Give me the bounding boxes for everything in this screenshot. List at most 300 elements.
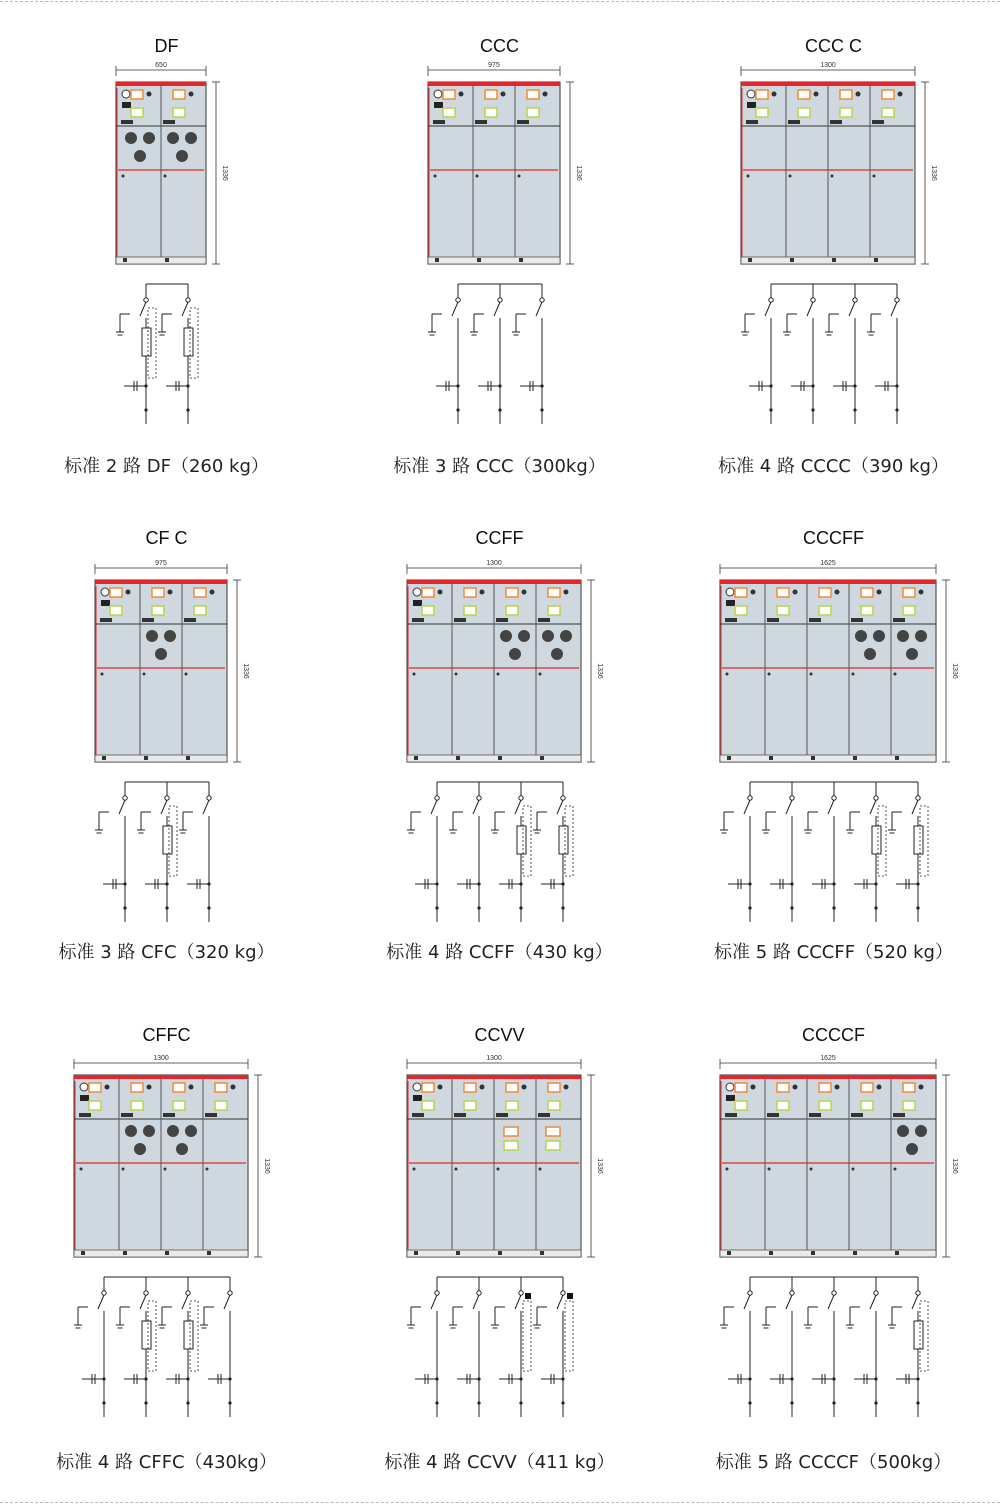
- config-caption: 标准 4 路 CFFC（430kg）: [56, 1452, 277, 1473]
- terminal-block: [454, 618, 466, 622]
- interlock-dashed-box: [523, 1301, 531, 1371]
- status-lamp-icon: [772, 92, 777, 97]
- config-card-ccccf: [667, 1000, 1000, 1500]
- node-dot-icon: [853, 408, 856, 411]
- bus-node-icon: [540, 298, 544, 302]
- earth-indicator-green: [110, 606, 122, 615]
- vcb-earth-indicator: [504, 1141, 518, 1150]
- height-dimension-label: 1336: [263, 1158, 270, 1174]
- base-foot-icon: [207, 1251, 211, 1255]
- panel-base: [407, 1250, 581, 1257]
- vcb-indicator: [546, 1127, 560, 1136]
- terminal-block: [433, 120, 445, 124]
- door-screw-icon: [518, 175, 521, 178]
- base-foot-icon: [748, 258, 752, 262]
- status-lamp-icon: [231, 1085, 236, 1090]
- earth-indicator-green: [735, 1101, 747, 1110]
- breaker-indicator-orange: [527, 90, 539, 99]
- node-dot-icon: [102, 1401, 105, 1404]
- status-lamp-icon: [793, 1085, 798, 1090]
- panel-top-red-strip: [741, 82, 915, 86]
- config-card-cccc: [667, 0, 1000, 500]
- status-lamp-icon: [480, 1085, 485, 1090]
- terminal-block: [851, 1113, 863, 1117]
- status-lamp-icon: [564, 590, 569, 595]
- terminal-block: [788, 120, 800, 124]
- breaker-indicator-orange: [110, 588, 122, 597]
- config-card-cffc: [0, 1000, 333, 1500]
- earth-indicator-green: [131, 1101, 143, 1110]
- door-screw-icon: [747, 175, 750, 178]
- earth-indicator-green: [882, 108, 894, 117]
- status-lamp-icon: [459, 92, 464, 97]
- node-dot-icon: [790, 882, 793, 885]
- config-diagram: [667, 0, 1000, 500]
- fuse-socket-icon: [134, 1143, 146, 1155]
- fuse-socket-icon: [906, 648, 918, 660]
- door-screw-icon: [455, 673, 458, 676]
- door-screw-icon: [810, 1168, 813, 1171]
- logo-icon: [122, 90, 130, 98]
- fuse-socket-icon: [164, 630, 176, 642]
- breaker-indicator-orange: [756, 90, 768, 99]
- node-dot-icon: [811, 408, 814, 411]
- config-code-title: CCVV: [474, 1025, 525, 1045]
- display-icon: [434, 102, 443, 108]
- display-icon: [747, 102, 756, 108]
- node-dot-icon: [832, 1377, 835, 1380]
- config-code-title: CF C: [145, 528, 188, 548]
- logo-icon: [726, 1083, 734, 1091]
- door-screw-icon: [539, 1168, 542, 1171]
- node-dot-icon: [186, 1401, 189, 1404]
- config-code-title: CCC C: [805, 36, 862, 56]
- base-foot-icon: [414, 756, 418, 760]
- switch-blade-icon: [140, 302, 146, 316]
- door-screw-icon: [726, 673, 729, 676]
- base-foot-icon: [853, 1251, 857, 1255]
- earth-indicator-green: [464, 606, 476, 615]
- base-foot-icon: [811, 756, 815, 760]
- breaker-indicator-orange: [840, 90, 852, 99]
- node-dot-icon: [435, 1401, 438, 1404]
- fuse-socket-icon: [500, 630, 512, 642]
- config-card-ccvv: [333, 1000, 666, 1500]
- node-dot-icon: [144, 384, 147, 387]
- node-dot-icon: [435, 906, 438, 909]
- bus-node-icon: [228, 1291, 232, 1295]
- node-dot-icon: [456, 408, 459, 411]
- width-dimension-label: 1625: [820, 1055, 836, 1062]
- node-dot-icon: [916, 1377, 919, 1380]
- status-lamp-icon: [126, 590, 131, 595]
- width-dimension-label: 1300: [486, 1055, 502, 1062]
- node-dot-icon: [477, 882, 480, 885]
- config-caption: 标准 4 路 CCVV（411 kg）: [384, 1452, 615, 1473]
- door-screw-icon: [434, 175, 437, 178]
- display-icon: [726, 1095, 735, 1101]
- door-screw-icon: [539, 673, 542, 676]
- base-foot-icon: [498, 1251, 502, 1255]
- fuse-socket-icon: [155, 648, 167, 660]
- height-dimension-label: 1336: [596, 663, 603, 679]
- config-diagram: [667, 1000, 1000, 1500]
- bus-node-icon: [144, 298, 148, 302]
- earth-indicator-green: [861, 606, 873, 615]
- door-screw-icon: [894, 673, 897, 676]
- door-screw-icon: [852, 673, 855, 676]
- breaker-indicator-orange: [443, 90, 455, 99]
- terminal-block: [100, 618, 112, 622]
- status-lamp-icon: [105, 1085, 110, 1090]
- node-dot-icon: [895, 384, 898, 387]
- bus-node-icon: [790, 1291, 794, 1295]
- switch-blade-icon: [182, 302, 188, 316]
- terminal-block: [163, 120, 175, 124]
- earth-indicator-green: [777, 606, 789, 615]
- node-dot-icon: [165, 906, 168, 909]
- config-card-cccff: [667, 505, 1000, 1005]
- door-screw-icon: [789, 175, 792, 178]
- breaker-indicator-orange: [131, 1083, 143, 1092]
- width-dimension-label: 1625: [820, 560, 836, 567]
- height-dimension-label: 1336: [951, 663, 958, 679]
- config-card-df: [0, 0, 333, 500]
- breaker-indicator-orange: [506, 1083, 518, 1092]
- switch-blade-icon: [119, 800, 125, 814]
- base-foot-icon: [874, 258, 878, 262]
- fuse-socket-icon: [855, 630, 867, 642]
- base-foot-icon: [144, 756, 148, 760]
- logo-icon: [434, 90, 442, 98]
- node-dot-icon: [790, 1401, 793, 1404]
- panel-base: [720, 1250, 936, 1257]
- bus-node-icon: [853, 298, 857, 302]
- fuse-socket-icon: [185, 1125, 197, 1137]
- bus-node-icon: [916, 796, 920, 800]
- door-screw-icon: [185, 673, 188, 676]
- status-lamp-icon: [480, 590, 485, 595]
- fuse-icon: [914, 826, 923, 854]
- status-lamp-icon: [814, 92, 819, 97]
- breaker-indicator-orange: [548, 1083, 560, 1092]
- door-screw-icon: [143, 673, 146, 676]
- breaker-indicator-orange: [903, 1083, 915, 1092]
- earth-indicator-green: [819, 1101, 831, 1110]
- fuse-socket-icon: [906, 1143, 918, 1155]
- status-lamp-icon: [751, 590, 756, 595]
- base-foot-icon: [414, 1251, 418, 1255]
- status-lamp-icon: [522, 1085, 527, 1090]
- bus-node-icon: [477, 796, 481, 800]
- earth-indicator-green: [443, 108, 455, 117]
- node-dot-icon: [748, 906, 751, 909]
- height-dimension-label: 1336: [221, 165, 228, 181]
- width-dimension-label: 1300: [153, 1055, 169, 1062]
- door-screw-icon: [894, 1168, 897, 1171]
- terminal-block: [767, 1113, 779, 1117]
- node-dot-icon: [748, 1377, 751, 1380]
- bus-node-icon: [519, 1291, 523, 1295]
- base-foot-icon: [81, 1251, 85, 1255]
- breaker-indicator-orange: [798, 90, 810, 99]
- interlock-dashed-box: [565, 1301, 573, 1371]
- fuse-socket-icon: [873, 630, 885, 642]
- height-dimension-label: 1336: [242, 663, 249, 679]
- base-foot-icon: [540, 1251, 544, 1255]
- bus-node-icon: [477, 1291, 481, 1295]
- fuse-socket-icon: [167, 1125, 179, 1137]
- bus-node-icon: [790, 796, 794, 800]
- node-dot-icon: [123, 882, 126, 885]
- node-dot-icon: [895, 408, 898, 411]
- switch-blade-icon: [912, 800, 918, 814]
- node-dot-icon: [144, 1401, 147, 1404]
- switch-blade-icon: [849, 302, 855, 316]
- base-foot-icon: [498, 756, 502, 760]
- terminal-block: [475, 120, 487, 124]
- fuse-socket-icon: [509, 648, 521, 660]
- panel-top-red-strip: [116, 82, 206, 86]
- status-lamp-icon: [210, 590, 215, 595]
- node-dot-icon: [874, 906, 877, 909]
- status-lamp-icon: [919, 590, 924, 595]
- status-lamp-icon: [168, 590, 173, 595]
- base-foot-icon: [727, 1251, 731, 1255]
- door-screw-icon: [768, 1168, 771, 1171]
- fuse-icon: [142, 328, 151, 356]
- fuse-socket-icon: [185, 132, 197, 144]
- node-dot-icon: [498, 384, 501, 387]
- breaker-indicator-orange: [735, 1083, 747, 1092]
- fuse-socket-icon: [542, 630, 554, 642]
- fuse-icon: [184, 1321, 193, 1349]
- breaker-indicator-orange: [882, 90, 894, 99]
- terminal-block: [538, 618, 550, 622]
- fuse-socket-icon: [915, 630, 927, 642]
- vt-icon: [525, 1293, 531, 1299]
- vt-icon: [567, 1293, 573, 1299]
- fuse-socket-icon: [125, 132, 137, 144]
- breaker-indicator-orange: [173, 90, 185, 99]
- breaker-indicator-orange: [777, 1083, 789, 1092]
- height-dimension-label: 1336: [575, 165, 582, 181]
- switch-blade-icon: [912, 1295, 918, 1309]
- switch-blade-icon: [828, 800, 834, 814]
- door-screw-icon: [768, 673, 771, 676]
- switch-blade-icon: [203, 800, 209, 814]
- node-dot-icon: [519, 1377, 522, 1380]
- breaker-indicator-orange: [173, 1083, 185, 1092]
- terminal-block: [496, 1113, 508, 1117]
- door-screw-icon: [413, 1168, 416, 1171]
- terminal-block: [809, 1113, 821, 1117]
- fuse-socket-icon: [897, 1125, 909, 1137]
- fuse-icon: [914, 1321, 923, 1349]
- fuse-socket-icon: [134, 150, 146, 162]
- earth-indicator-green: [506, 606, 518, 615]
- config-diagram: [667, 505, 1000, 1005]
- bus-node-icon: [811, 298, 815, 302]
- door-screw-icon: [80, 1168, 83, 1171]
- door-screw-icon: [413, 673, 416, 676]
- status-lamp-icon: [898, 92, 903, 97]
- door-screw-icon: [852, 1168, 855, 1171]
- fuse-socket-icon: [146, 630, 158, 642]
- terminal-block: [893, 1113, 905, 1117]
- status-lamp-icon: [189, 92, 194, 97]
- switch-blade-icon: [870, 1295, 876, 1309]
- fuse-socket-icon: [143, 132, 155, 144]
- fuse-icon: [184, 328, 193, 356]
- bus-node-icon: [748, 1291, 752, 1295]
- door-screw-icon: [101, 673, 104, 676]
- panel-top-red-strip: [428, 82, 560, 86]
- terminal-block: [746, 120, 758, 124]
- switch-blade-icon: [98, 1295, 104, 1309]
- display-icon: [122, 102, 131, 108]
- base-foot-icon: [165, 258, 169, 262]
- node-dot-icon: [916, 1401, 919, 1404]
- node-dot-icon: [186, 1377, 189, 1380]
- config-diagram: [333, 1000, 666, 1500]
- display-icon: [413, 1095, 422, 1101]
- status-lamp-icon: [522, 590, 527, 595]
- fuse-socket-icon: [560, 630, 572, 642]
- door-screw-icon: [497, 673, 500, 676]
- status-lamp-icon: [856, 92, 861, 97]
- terminal-block: [830, 120, 842, 124]
- node-dot-icon: [144, 1377, 147, 1380]
- fuse-icon: [559, 826, 568, 854]
- breaker-indicator-orange: [464, 588, 476, 597]
- fuse-socket-icon: [518, 630, 530, 642]
- node-dot-icon: [207, 882, 210, 885]
- breaker-indicator-orange: [485, 90, 497, 99]
- config-card-ccff: [333, 505, 666, 1005]
- height-dimension-label: 1336: [930, 165, 937, 181]
- panel-base: [720, 755, 936, 762]
- panel-base: [407, 755, 581, 762]
- bus-node-icon: [895, 298, 899, 302]
- node-dot-icon: [540, 384, 543, 387]
- switch-blade-icon: [431, 1295, 437, 1309]
- earth-indicator-green: [89, 1101, 101, 1110]
- config-diagram: [333, 505, 666, 1005]
- door-screw-icon: [810, 673, 813, 676]
- switch-blade-icon: [473, 1295, 479, 1309]
- config-diagram: [0, 0, 333, 500]
- base-foot-icon: [769, 756, 773, 760]
- node-dot-icon: [165, 882, 168, 885]
- status-lamp-icon: [877, 590, 882, 595]
- switch-blade-icon: [161, 800, 167, 814]
- panel-base: [95, 755, 227, 762]
- fuse-socket-icon: [143, 1125, 155, 1137]
- breaker-indicator-orange: [131, 90, 143, 99]
- node-dot-icon: [916, 906, 919, 909]
- bus-node-icon: [748, 796, 752, 800]
- terminal-block: [454, 1113, 466, 1117]
- config-code-title: CCFF: [475, 528, 524, 548]
- status-lamp-icon: [919, 1085, 924, 1090]
- switch-blade-icon: [494, 302, 500, 316]
- config-card-ccc: [333, 0, 666, 500]
- door-screw-icon: [122, 175, 125, 178]
- base-foot-icon: [123, 258, 127, 262]
- earth-indicator-green: [422, 606, 434, 615]
- bus-node-icon: [561, 1291, 565, 1295]
- logo-icon: [413, 1083, 421, 1091]
- width-dimension-label: 1300: [486, 560, 502, 567]
- panel-base: [116, 257, 206, 264]
- config-caption: 标准 4 路 CCFF（430 kg）: [386, 942, 613, 963]
- door-screw-icon: [206, 1168, 209, 1171]
- status-lamp-icon: [147, 1085, 152, 1090]
- breaker-indicator-orange: [506, 588, 518, 597]
- node-dot-icon: [874, 882, 877, 885]
- node-dot-icon: [123, 906, 126, 909]
- bus-node-icon: [435, 1291, 439, 1295]
- earth-indicator-green: [861, 1101, 873, 1110]
- earth-indicator-green: [756, 108, 768, 117]
- width-dimension-label: 650: [155, 62, 167, 69]
- panel-base: [74, 1250, 248, 1257]
- fuse-socket-icon: [176, 150, 188, 162]
- terminal-block: [893, 618, 905, 622]
- fuse-socket-icon: [125, 1125, 137, 1137]
- earth-indicator-green: [173, 108, 185, 117]
- bus-node-icon: [916, 1291, 920, 1295]
- switch-blade-icon: [828, 1295, 834, 1309]
- door-screw-icon: [164, 175, 167, 178]
- vcb-earth-indicator: [546, 1141, 560, 1150]
- base-foot-icon: [456, 1251, 460, 1255]
- door-screw-icon: [831, 175, 834, 178]
- fuse-icon: [517, 826, 526, 854]
- breaker-indicator-orange: [464, 1083, 476, 1092]
- width-dimension-label: 975: [155, 560, 167, 567]
- bus-node-icon: [561, 796, 565, 800]
- switch-blade-icon: [224, 1295, 230, 1309]
- panel-base: [741, 257, 915, 264]
- breaker-indicator-orange: [735, 588, 747, 597]
- switch-blade-icon: [140, 1295, 146, 1309]
- base-foot-icon: [853, 756, 857, 760]
- panel-top-red-strip: [95, 580, 227, 584]
- fuse-icon: [872, 826, 881, 854]
- door-screw-icon: [476, 175, 479, 178]
- door-screw-icon: [122, 1168, 125, 1171]
- node-dot-icon: [477, 1377, 480, 1380]
- display-icon: [413, 600, 422, 606]
- bus-node-icon: [456, 298, 460, 302]
- base-foot-icon: [165, 1251, 169, 1255]
- height-dimension-label: 1336: [596, 1158, 603, 1174]
- bus-node-icon: [435, 796, 439, 800]
- panel-top-red-strip: [74, 1075, 248, 1079]
- node-dot-icon: [186, 408, 189, 411]
- bus-node-icon: [498, 298, 502, 302]
- status-lamp-icon: [438, 590, 443, 595]
- node-dot-icon: [228, 1377, 231, 1380]
- terminal-block: [725, 1113, 737, 1117]
- bus-node-icon: [165, 796, 169, 800]
- switch-blade-icon: [431, 800, 437, 814]
- config-code-title: CFFC: [142, 1025, 191, 1045]
- status-lamp-icon: [147, 92, 152, 97]
- fuse-icon: [142, 1321, 151, 1349]
